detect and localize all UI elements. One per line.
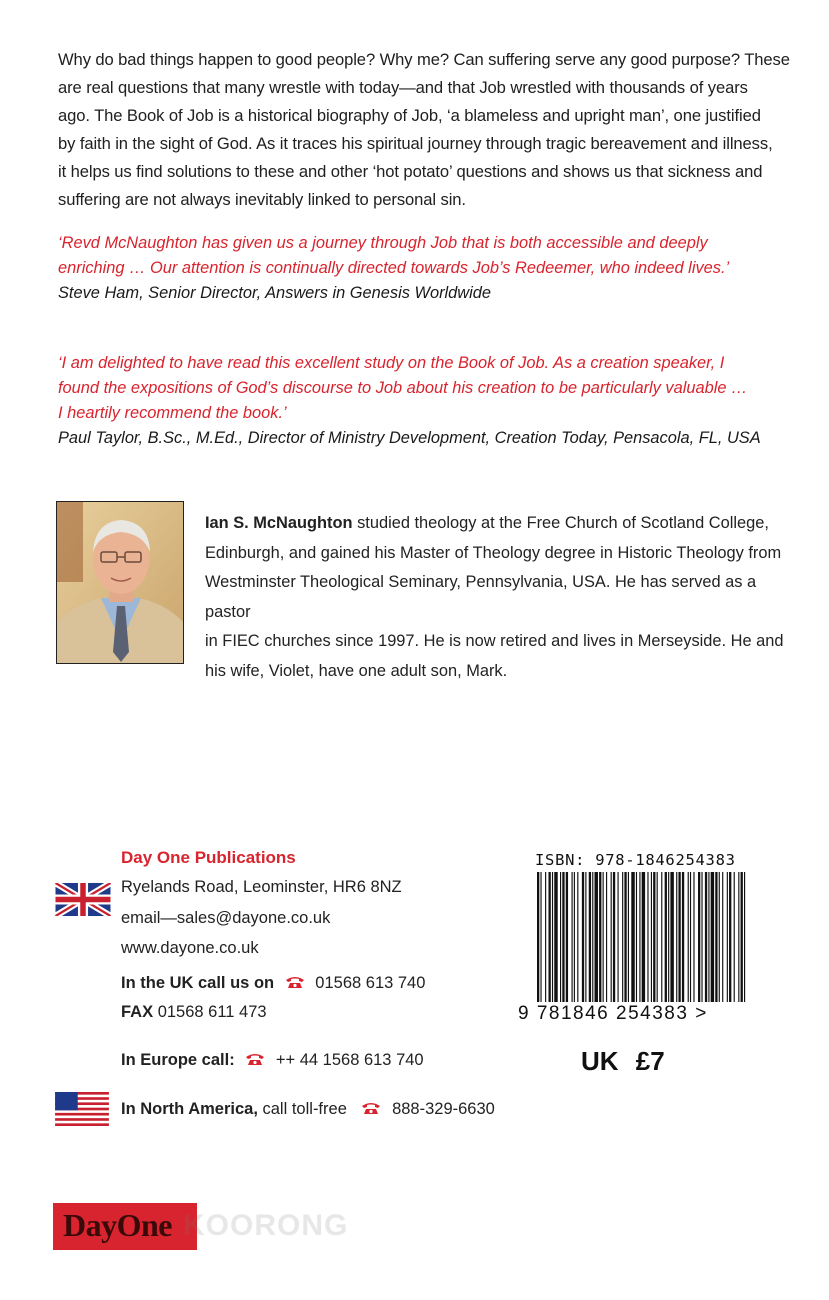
barcode-bar	[599, 872, 601, 1002]
barcode-bar	[678, 872, 680, 1002]
barcode-bar	[722, 872, 723, 1002]
barcode-bar	[676, 872, 677, 1002]
endorsement-text: found the expositions of God’s discourse to Job about his creation to be particularly valuable …	[58, 379, 748, 397]
barcode-bar	[734, 872, 735, 1002]
barcode-bar	[647, 872, 648, 1002]
bio-line: Westminster Theological Seminary, Pennsylvania, USA. He has served as a pastor	[205, 573, 757, 621]
barcode-bar	[651, 872, 652, 1002]
barcode-bar	[552, 872, 553, 1002]
barcode-bar	[606, 872, 607, 1002]
author-bio	[205, 509, 805, 686]
bio-line: his wife, Violet, have one adult son, Mark.	[205, 661, 508, 680]
barcode-bar	[682, 872, 684, 1002]
barcode-bar	[585, 872, 586, 1002]
publisher-name: Day One Publications	[121, 848, 296, 867]
barcode-bar	[670, 872, 673, 1002]
barcode-bar	[688, 872, 689, 1002]
barcode-bar	[562, 872, 564, 1002]
blurb-line: by faith in the sight of God. As it traces his spiritual journey through tragic bereavement and illness,	[58, 134, 773, 153]
barcode-bar	[572, 872, 573, 1002]
blurb-line: are real questions that many wrestle with today—and that Job wrestled with thousands of years	[58, 78, 748, 97]
barcode-bar	[537, 872, 539, 1002]
europe-phone-line	[121, 1051, 424, 1070]
north-america-phone-line	[121, 1100, 495, 1119]
barcode-bar	[545, 872, 546, 1002]
barcode-bar	[624, 872, 626, 1002]
barcode-bar	[744, 872, 745, 1002]
barcode-bar	[701, 872, 702, 1002]
barcode-bar	[653, 872, 655, 1002]
endorsement-2	[58, 351, 798, 451]
barcode-bar	[613, 872, 615, 1002]
barcode-bar	[698, 872, 700, 1002]
isbn-barcode	[533, 872, 753, 1002]
barcode-bar	[727, 872, 728, 1002]
fax-line	[121, 1003, 267, 1022]
author-name: Ian S. McNaughton	[205, 514, 353, 532]
north-america-phone-number[interactable]: 888-329-6630	[392, 1100, 495, 1118]
publisher-email[interactable]: email—sales@dayone.co.uk	[121, 909, 331, 927]
barcode-bar	[661, 872, 662, 1002]
barcode-bar	[708, 872, 709, 1002]
barcode-bar	[719, 872, 720, 1002]
barcode-bar	[636, 872, 637, 1002]
logo-text: DayOne	[63, 1207, 172, 1243]
barcode-bar	[741, 872, 743, 1002]
fax-number: 01568 611 473	[157, 1003, 267, 1021]
bio-line: Edinburgh, and gained his Master of Theology degree in Historic Theology from	[205, 543, 782, 562]
barcode-bar	[592, 872, 593, 1002]
bio-line: in FIEC churches since 1997. He is now retired and lives in Merseyside. He and	[205, 632, 784, 650]
barcode-bar	[622, 872, 623, 1002]
barcode-bar	[595, 872, 598, 1002]
endorsement-attribution: Paul Taylor, B.Sc., M.Ed., Director of Ministry Development, Creation Today, Pensacola, FL, USA	[58, 429, 761, 447]
barcode-bar	[729, 872, 731, 1002]
barcode-bar	[690, 872, 691, 1002]
north-america-label: In North America,	[121, 1100, 258, 1118]
barcode-bar	[589, 872, 591, 1002]
barcode-bar	[642, 872, 645, 1002]
uk-flag-icon	[55, 883, 111, 916]
barcode-bar	[668, 872, 669, 1002]
price-label: UK £7	[581, 1046, 665, 1076]
barcode-bar	[603, 872, 604, 1002]
bio-line	[205, 509, 805, 539]
dayone-logo	[53, 1203, 197, 1250]
barcode-bar	[549, 872, 551, 1002]
barcode-bar	[574, 872, 575, 1002]
barcode-bar	[582, 872, 584, 1002]
watermark: KOORONG	[183, 1209, 349, 1242]
author-photo	[56, 501, 184, 664]
barcode-bar	[693, 872, 694, 1002]
europe-phone-label: In Europe call:	[121, 1051, 235, 1069]
north-america-tollfree: call toll-free	[257, 1100, 347, 1118]
barcode-bar	[577, 872, 578, 1002]
uk-phone-line	[121, 974, 425, 993]
endorsement-1	[58, 231, 798, 306]
isbn-label: ISBN: 978-1846254383	[535, 851, 736, 869]
barcode-bar	[715, 872, 717, 1002]
author-portrait-image	[57, 502, 184, 664]
europe-phone-number[interactable]: ++ 44 1568 613 740	[275, 1051, 424, 1069]
publisher-website[interactable]: www.dayone.co.uk	[121, 939, 259, 957]
barcode-bar	[711, 872, 714, 1002]
phone-icon	[285, 975, 305, 989]
barcode-bar	[657, 872, 658, 1002]
barcode-bar	[705, 872, 707, 1002]
barcode-bar	[631, 872, 634, 1002]
phone-icon	[361, 1101, 381, 1115]
bio-text: studied theology at the Free Church of Scotland College,	[352, 514, 769, 532]
barcode-bar	[554, 872, 557, 1002]
barcode-bar	[738, 872, 739, 1002]
fax-label: FAX	[121, 1003, 154, 1021]
barcode-bar	[540, 872, 541, 1002]
barcode-bar	[628, 872, 629, 1002]
endorsement-text: ‘I am delighted to have read this excellent study on the Book of Job. As a creation speaker, I	[58, 354, 725, 372]
blurb-line: suffering are not always inevitably linked to personal sin.	[58, 190, 466, 209]
barcode-bar	[611, 872, 612, 1002]
us-flag-icon	[55, 1092, 109, 1126]
blurb-line: Why do bad things happen to good people? Why me? Can suffering serve any good purpose? These	[58, 50, 790, 69]
ean-digits: 9 781846 254383 >	[518, 1003, 708, 1024]
barcode-bar	[560, 872, 561, 1002]
book-blurb	[58, 46, 793, 214]
phone-icon	[245, 1052, 265, 1066]
uk-phone-label: In the UK call us on	[121, 974, 275, 992]
blurb-line: it helps us find solutions to these and other ‘hot potato’ questions and shows us that sickness and	[58, 162, 763, 181]
barcode-bar	[639, 872, 640, 1002]
uk-phone-number[interactable]: 01568 613 740	[315, 974, 426, 992]
endorsement-text: I heartily recommend the book.’	[58, 404, 287, 422]
barcode-bar	[566, 872, 568, 1002]
publisher-address: Ryelands Road, Leominster, HR6 8NZ	[121, 878, 402, 896]
endorsement-text: ‘Revd McNaughton has given us a journey through Job that is both accessible and deeply	[58, 234, 708, 252]
blurb-line: ago. The Book of Job is a historical biography of Job, ‘a blameless and upright man’, one justified	[58, 106, 761, 125]
barcode-bar	[665, 872, 667, 1002]
endorsement-text: enriching … Our attention is continually directed towards Job’s Redeemer, who indeed lives.’	[58, 259, 730, 277]
endorsement-attribution: Steve Ham, Senior Director, Answers in Genesis Worldwide	[58, 284, 491, 302]
barcode-bar	[618, 872, 619, 1002]
